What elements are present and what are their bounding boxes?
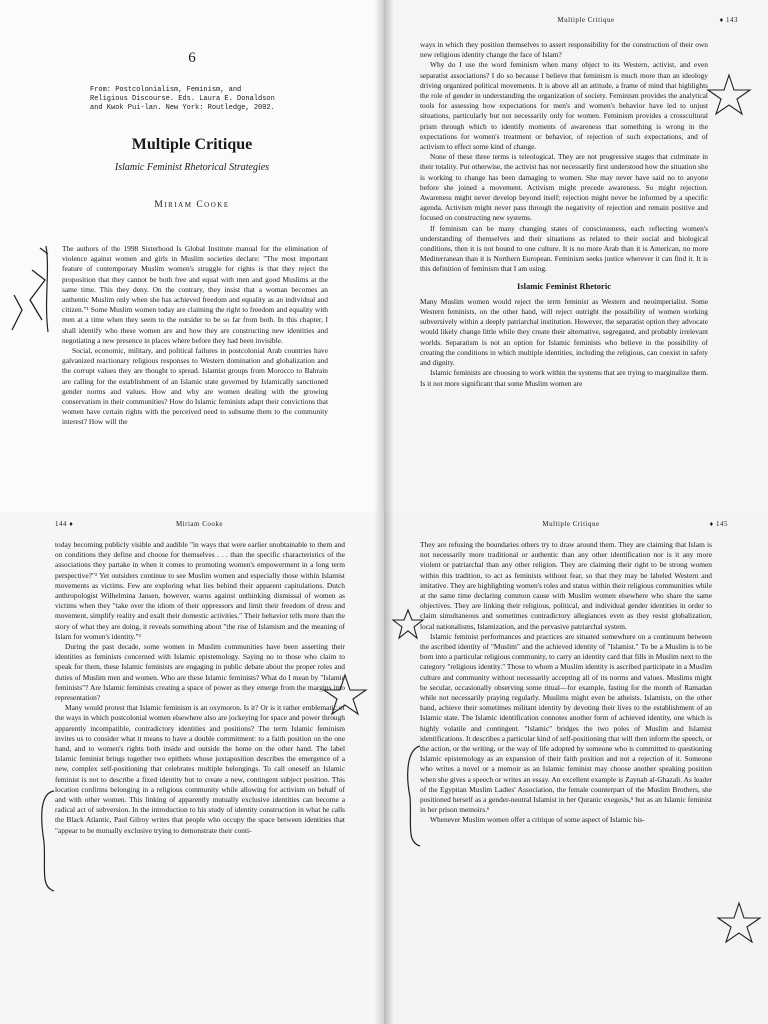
paragraph: Islamic feminists are choosing to work within the systems that are trying to marginalize them. Is it not more significant that some Muslim women are [420,368,708,388]
paragraph: Islamic feminist performances and practices are situated somewhere on a continuum between the ascribed identity of "Muslim" and the achieved identity of "Islamist." To be a Muslim is to be born into a particular religious community, to carry an identity card that fills in Muslim next to the category "religious identity." Those to whom a Muslim identity is ascribed participate in a Muslim culture and community without necessarily accepting all of its norms and values. Muslims might be secular, occasionally observing some ritual—for example, fasting for the month of Ramadan while not necessarily praying regularly. Muslims might even be atheists. Islamists, on the other hand, achieve their sometimes militant identity by devoting their lives to the establishment of an Islamic state. The Islamic identification connotes another form of achieved identity, one which is highly volatile and contingent. "Islamic" bridges the two poles of Muslim and Islamist identifications. It describes a particular kind of self-positioning that will then inform the speech, or the action, or the writing, or the way of life adopted by someone who is committed to questioning Islamic epistemology as an expansion of their faith position and not a rejection of it. Someone who writes a novel or a memoir as an Islamic feminist may choose another speaking position when she gives a speech or writes an essay. An excellent example is Zaynab al-Ghazali. As leader of the Egyptian Muslim Ladies' Association, the female counterpart of the Muslim Brothers, she positioned herself as a gender-neutral Islamist in her Quranic exegesis,⁵ but as an Islamic feminist in her prison memoirs.⁶ [420,631,712,815]
chapter-title: Multiple Critique [131,136,253,153]
paragraph: ways in which they position themselves to assert responsibility for the construction of their own new religious identity change the face of Islam? [420,40,708,60]
handwritten-margin-mark [0,240,70,340]
chapter-author: Miriam Cooke [154,200,230,210]
running-head-title: Multiple Critique [557,16,615,24]
paragraph: During the past decade, some women in Muslim communities have been asserting their identities as feminists concerned with Islamic epistemology. Saying no to those who claim to speak for them, these Islamic feminists are engaging in public debate about the proper roles and duties of Muslim men and women. Who are these Islamic feminists? What do I mean by "Islamic feminists"? Are Islamic feminists creating a space of power as they emerge from the margins into representation? [55,642,345,703]
page-number: ♦ 143 [719,16,738,24]
chapter-subtitle: Islamic Feminist Rhetorical Strategies [114,162,270,173]
running-head-title: Multiple Critique [542,520,600,528]
star-doodle [714,900,764,945]
page-gutter-shadow [384,0,394,512]
paragraph: today becoming publicly visible and audible "in ways that were earlier unobtainable to them and on conditions they define and choose for themselves . . . than the specific characteristics of the associations they partake in when it comes to promoting women's empowerment in a long term perspective?"² Yet outsiders continue to see Muslim women and especially those within Islamist movements as victims. Few are exploring what lies behind their apparent capitulations. Dutch anthropologist Wilhelmina Jansen, however, warns against unthinking dismissal of women as victims when they "take over the idiom of their oppressors and limit their freedom of dress and movement, simplify reality and exalt their domestic activities." Their behavior tells more than the story of what they are doing, it reveals something about "the rise of Islamism and the meaning of Islam for women's identity."³ [55,540,345,641]
scan-page-142 [0,0,384,512]
star-doodle [704,72,754,117]
running-header [434,16,738,28]
page-gutter-shadow [384,512,394,1024]
page-number: ♦ 145 [709,520,728,528]
page-144-body [55,540,345,1022]
running-head-title: Miriam Cooke [175,520,224,528]
page-number: 144 ♦ [55,520,74,528]
page-142-body [62,244,328,512]
running-header [55,520,344,532]
section-heading: Islamic Feminist Rhetoric [517,280,611,291]
page-145-body [420,540,712,1022]
scan-page-143 [384,0,768,512]
paragraph: Whenever Muslim women offer a critique of some aspect of Islamic his- [430,815,645,825]
page-gutter-shadow [374,512,384,1024]
page-gutter-shadow [374,0,384,512]
paragraph: Many Muslim women would reject the term feminist as Western and neoimperialist. Some Western feminists, on the other hand, will reject outright the possibility of women working subversively within a deeply patriarchal institution. However, the separatist option they advocate would likely change little while they create their alternative, segregated, and probably irrelevant worlds. Separatism is not an option for Islamic feminists who believe in the possibility of creating the conditions in which multiple identities, including the religious, can coexist in safety and dignity. [420,296,708,368]
chapter-number: 6 [188,50,196,66]
scan-page-145 [384,512,768,1024]
paragraph: The authors of the 1998 Sisterhood Is Global Institute manual for the elimination of violence against women and girls in Muslim societies declare: "The most important feature of contemporary Muslim women's struggle for rights is that they reject the proposition that they cannot be both free and equal with men and good Muslims at the same time. This they deny. On the contrary, they insist that a woman becomes an authentic Muslim only when she has achieved freedom and equality as an individual and citizen."¹ Some Muslim women today are claiming the right to freedom and equality with men at a time when they seem to the outsider to be so far from both. In this chapter, I shall identify who these women are and how they are constructing new identities and negotiating a new presence in places where before they had been invisible. [62,244,328,345]
scan-page-144 [0,512,384,1024]
running-header [414,520,728,532]
paragraph: They are refusing the boundaries others try to draw around them. They are claiming that Islam is not necessarily more traditional or authentic than any other identification nor is it any more violent or patriarchal than any other religion. They are claiming their right to be strong women within this tradition, to act as feminists without fear, so that they may be labeled Western and imitative. They are highlighting women's roles and status within their religious communities while at the same time declaring common cause with Muslim women elsewhere who share the same objectives. They are linking their religious, political, and individual gender identities in order to claim simultaneous and sometimes contradictory allegiances even as they resist globalization, local nationalisms, Islamization, and the pervasive patriarchal system. [420,540,712,631]
paragraph: If feminism can be many changing states of consciousness, each reflecting women's understanding of themselves and their situations as related to their social and biological conditions, then it is not bound to one culture. It is no more Arab than it is American, no more Mediterranean than it is Northern European. Feminism seeks justice wherever it can find it. It is this definition of feminism that I am using. [420,223,708,274]
paragraph: None of these three terms is teleological. They are not progressive stages that culminate in their totality. Put otherwise, the activist has not necessarily first understood how the situation she is working to change has been damaging to women. She may never have said no to anyone before she joined a movement. Activism might precede awareness. So might rejection. Awareness might never develop beyond itself; rejection might never be informed by a specific agenda. Activism might never pass through the negativity of rejection and remain positive and focused on constructing new systems. [420,152,708,223]
paragraph: Many would protest that Islamic feminism is an oxymoron. Is it? Or is it rather emblematic of the ways in which postcolonial women elsewhere also are jockeying for space and power through apparently incompatible, contradictory identities and positions? The term Islamic feminism invites us to consider what it means to have a double commitment: to a faith position on the one hand, and to women's rights both inside and outside the home on the other hand. The label Islamic feminist brings together two epithets whose juxtaposition describes the emergence of a new, complex self-positioning that celebrates multiple belongings. To call oneself an Islamic feminist is not to describe a fixed identity but to create a new, contingent subject position. This location confirms belonging in a religious community while allowing for activism on behalf of and with other women. This linking of apparently mutually exclusive identities can become a radical act of subversion. In the introduction to his study of identity construction in what he calls the Black Atlantic, Paul Gilroy writes that people who occupy the space between identities that "appear to be mutually exclusive trying to demonstrate their conti- [55,703,345,835]
paragraph: Why do I use the word feminism when many object to its Western, activist, and even separatist associations? I do so because I believe that feminism is much more than an ideology driving organized political movements. It is above all an attitude, a frame of mind that highlights the role of gender in understanding the organization of society. Feminism provides the analytical tools for assessing how expectations for men's and women's behavior have led to unjust situations, particularly but not necessarily only for women. Feminism provides a crosscultural prism through which to identify moments of awareness that something is wrong in the expectations for women's treatment or behavior, of rejection of such expectations, and of activism to effect some kind of change. [420,60,708,152]
page-143-body [420,40,708,510]
citation-note: From: Postcolonialism, Feminism, and Religious Discourse. Eds. Laura E. Donaldson and Kwok Pui-lan. New York: Routledge, 2002. [90,86,275,112]
paragraph: Social, economic, military, and political failures in postcolonial Arab countries have galvanized reactionary religious responses to Western domination and globalization and the corrupt values they are thought to spread. Islamist groups from Morocco to Bahrain are calling for the establishment of an Islamic state governed by Islamically sanctioned gender norms and values. How and why are women dealing with the growing conservatism in their communities? How do Islamic feminists adapt their convictions that women have certain rights with the perceived need to subsume them to the community interest? How will the [62,346,328,427]
